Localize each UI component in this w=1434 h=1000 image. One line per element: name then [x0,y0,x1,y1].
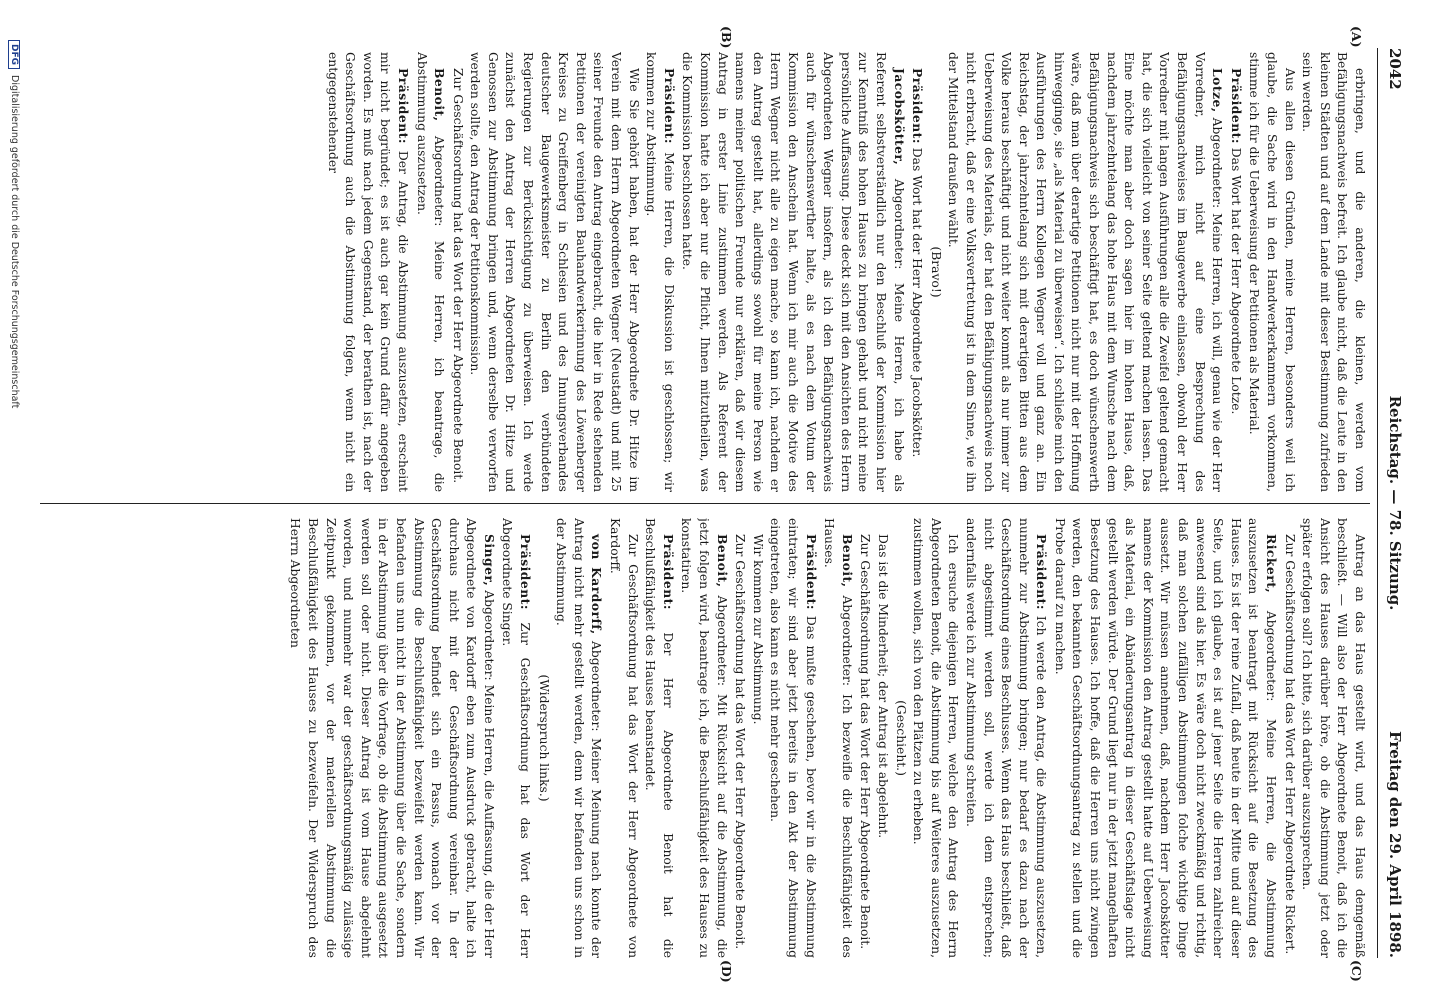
text-paragraph: Zur Geschäftsordnung hat das Wort der Herr Abgeordnete Benoit. [450,68,465,484]
speaker-name: Präsident: [1228,68,1244,144]
speaker-name: Singer, [481,534,497,587]
margin-marker-c: (C) [1349,960,1364,982]
speech-paragraph [677,518,731,958]
stage-direction: (Widerspruch links.) [536,674,551,802]
text-paragraph: Zur Geschäftsordnung hat das Wort der Herr Abgeordnete Rickert. [1282,534,1297,955]
speaker-name: Präsident: [661,68,677,144]
dfg-logo: DFG [8,40,20,69]
speech-paragraph [961,518,1050,958]
column-divider [40,503,1370,504]
speech-text: Abgeordneter: Ich bezweifle die Beschlußfähigkeit des Hauses. [822,518,854,958]
speech-paragraph [1226,52,1245,492]
speech-text: Abgeordneter: Meine Herren, ich will, genau wie der Herr Vorredner, mich nicht auf eine Besprechung des Befähigungsnachweises im Baugewerbe einlassen, obwohl der Herr Vorredner mit langen Ausführungen alle die Zweifel geltend gemacht hat, die sich vielleicht von seiner Seite geltend machen lassen. Das Eine möchte man aber doch sagen hier im hohen Hause, daß, nachdem jahrzehntelang das hohe Haus mit dem Wunsche nach dem Befähigungsnachweis sich beschäftigt hat, es doch wünschenswerth wäre, daß man über derartige Petitionen nicht nur mit der Hoffnung hinwegginge, sie „als Material zu überweisen“. Ich schließe mich den Ausführungen des Herrn Kollegen Wegner voll und ganz an. Ein Reichstag, der jahrzehntelang sich mit derartigen Bitten aus dem Volke heraus beschäftigt und nicht weiter kommt als nur immer zur Ueberweisung des Materials, der hat den Befähigungsnachweis noch nicht erbracht, daß er eine Volksvertretung ist in dem Sinne, wie ihn der Mittelstand draußen wählt. [946,52,1225,492]
margin-marker-b: (B) [719,26,734,49]
speech-text: Ich werde den Antrag, die Abstimmung auszusetzen, nunmehr zur Abstimmung bringen; nur bedarf es dazu nach der Geschäftsordnung eines Beschlusses. Wenn das Haus beschließt, daß nicht abgestimmt werden soll, werde ich dem entsprechen; andernfalls werde ich zur Abstimmung schreiten. [963,518,1049,958]
speech-text: Zur Geschäftsordnung hat das Wort der Herr Abgeordnete Singer. [500,518,533,958]
text-paragraph: Wie Sie gehört haben, hat der Herr Abgeordnete Dr. Hitze im Verein mit dem Herrn Abgeordneten Wegner (Neustadt) und mit 25 seiner Freunde den Antrag eingebracht, die hier in Rede stehenden Petitionen der vereinigten Bauhandwerkerinnung des Löwenberger Kreises zu Greiffenberg in Schlesien und des Innungsverbandes deutscher Baugewerksmeister zu Berlin den verbündeten Regierungen zur Berücksichtigung zu überweisen. Ich werde zunächst den Antrag der Herren Abgeordneten Dr. Hitze und Genossen zur Abstimmung bringen und, wenn derselbe verworfen werden sollte, den Antrag der Petitionskommission. [468,52,641,492]
header-date: Freitag den 29. April 1898. [1386,731,1404,958]
speech-paragraph [286,518,498,958]
speaker-name: Rickert, [1264,534,1280,594]
text-paragraph: Zur Geschäftsordnung hat das Wort der Herr Abgeordnete Benoit. [733,534,748,950]
speech-paragraph [1050,518,1280,958]
speech-paragraph [642,52,678,492]
speech-text: Abgeordneter: Meiner Meinung nach konnte der Antrag nicht mehr gestellt werden, denn wir befanden uns schon in der Abstimmung. [554,518,604,958]
speech-text: Abgeordneter: Meine Herren, die Auffassung, die der Herr Abgeordnete von Kardorff eben zum Ausdruck gebracht, halte ich durchaus nicht mit der Geschäftsordnung vereinbar. In der Geschäftsordnung befindet sich ein Passus, wonach vor der Abstimmung die Beschlußfähigkeit bezweifelt werden kann. Wir befanden uns nun nicht in der Abstimmung über die Sache, sondern in der Abstimmung über die Vorfrage, ob die Abstimmung ausgesetzt werden soll oder nicht. Dieser Antrag ist vom Hause abgelehnt worden, und nunmehr war der geschäftsordnungsmäßig zulässige Zeitpunkt gekommen, vor der materiellen Abstimmung die Beschlußfähigkeit des Hauses zu bezweifeln. Der Widerspruch des Herrn Abgeordneten [288,518,496,958]
speaker-name: Präsident: [395,68,411,144]
speaker-name: Jacobskötter, [891,68,907,166]
header-rule [1377,48,1378,958]
digitization-credit [4,40,20,960]
header-title: Reichstag. — 78. Sitzung. [1386,395,1404,611]
text-paragraph: Antrag an das Haus gestellt wird, und das Haus demgemäß beschließt. — Will also der Herr Abgeordnete Benoit, daß ich die Ansicht des Hauses darüber höre, ob die Abstimmung jetzt oder später erfolgen soll? Ich bitte, sich darüber auszusprechen. [1300,518,1367,958]
speaker-name: Präsident: [1034,534,1050,610]
speech-text: Der Herr Abgeordnete Benoit hat die Beschlußfähigkeit des Hauses beanstandet. [643,518,675,958]
text-paragraph: Wir kommen zur Abstimmung. [750,534,765,725]
speech-paragraph [641,518,677,958]
speech-paragraph [412,52,448,492]
speech-paragraph [323,52,412,492]
speech-text: Das mußte geschehen, bevor wir in die Abstimmung eintraten; wir sind aber jetzt bereits in den Akt der Abstimmung eingetreten, also kann es nicht mehr geschehen. [768,518,818,958]
speech-paragraph [678,52,908,492]
page-number: 2042 [1386,48,1404,90]
speaker-name: Präsident: [518,534,534,610]
speech-text: Abgeordneter: Meine Herren, ich habe als Referent selbstverständlich nur den Beschluß der Kommission hier zur Kenntniß des hohen Hauses zu bringen gehabt und nicht meine persönliche Auffassung. Diese deckt sich mit den Ansichten des Herrn Abgeordneten Wegner insofern, als ich den Befähigungsnachweis auch für wünschenswerther halte, als es nach dem Votum der Kommission den Anschein hat. Wenn ich mir auch die Motive des Herrn Wegner nicht alle zu eigen mache, so kann ich, nachdem er den Antrag gestellt hat, allerdings sowohl für meine Person wie namens meiner politischen Freunde nur erklären, daß wir diesem Antrag in erster Linie zustimmen werden. Als Referent der Kommission hatte ich aber nur die Pflicht, Ihnen mitzutheilen, was die Kommission beschlossen hatte. [680,52,906,492]
speaker-name: Präsident: [660,534,676,610]
speech-text: Meine Herren, die Diskussion ist geschlossen; wir kommen zur Abstimmung. [644,52,676,492]
text-paragraph: Aus allen diesen Gründen, meine Herren, besonders weil ich glaube, die Sache wird in den Handwerkerkammern vorkommen, stimme ich für die Ueberweisung der Petitionen als Material. [1247,52,1297,492]
text-paragraph: Zur Geschäftsordnung hat das Wort der Herr Abgeordnete von Kardorff. [608,518,640,958]
stage-direction: (Bravo!) [928,246,943,298]
speech-paragraph [820,518,856,958]
speech-text: Das Wort hat der Herr Abgeordnete Jacobskötter. [910,143,925,458]
speech-paragraph [766,518,820,958]
margin-marker-d: (D) [719,960,734,983]
speaker-name: Benoit, [714,534,730,588]
speaker-name: Präsident: [803,534,819,610]
speech-text: Abgeordneter: Mit Rücksicht auf die Abstimmung, die jetzt folgen wird, beantrage ich, die Beschlußfähigkeit des Hauses zu konstatiren. [679,518,729,958]
credit-text: Digitalisierung gefördert durch die Deutsche Forschungsgemeinschaft [9,75,20,409]
speech-paragraph [908,52,927,492]
speech-text: Abgeordneter: Meine Herren, die Abstimmung auszusetzen ist beantragt mit Rücksicht auf die Besetzung des Hauses. Es ist der reine Zufall, daß heute in der Mitte und auf dieser Seite, und ich glaube, es ist auf jener Seite die Herren zahlreicher anwesend sind als hier. Es wäre doch nicht zweckmäßig und richtig, daß man solchen zufälligen Abstimmungen folche wichtige Dinge aussetzt. Wir müssen annehmen, daß, nachdem Herr Jacobskötter namens der Kommission den Antrag gestellt hatte auf Ueberweisung als Material, ein Abänderungsantrag in dieser Geschäftslage nicht gestellt werden würde. Der Grund liegt nur in der jetzt mangelhaften Besetzung des Hauses. Ich hoffe, daß die Herren uns nicht zwingen werden, den bekannten Geschäftsordnungsantrag zu stellen und die Probe darauf zu machen. [1052,518,1279,958]
speaker-name: von Kardorff, [589,534,605,635]
speech-paragraph [498,518,534,958]
text-paragraph: Das ist die Minderheit; der Antrag ist abgelehnt. [875,534,890,839]
speech-text: Das Wort hat der Herr Abgeordnete Lotze. [1228,143,1243,415]
text-paragraph: Ich ersuche diejenigen Herren, welche den Antrag des Herrn Abgeordneten Benoit, die Abstimmung bis auf Weiteres auszusetzen, zustimmen wollen, sich von den Plätzen zu erheben. [911,518,961,958]
text-paragraph: Zur Geschäftsordnung hat das Wort der Herr Abgeordnete Benoit. [858,534,873,950]
speaker-name: Benoit, [432,68,448,122]
speaker-name: Präsident: [910,68,926,144]
left-column [48,52,1368,492]
speech-paragraph [552,518,606,958]
speech-paragraph [944,52,1227,492]
right-column [48,518,1368,958]
speech-text: Abgeordneter: Meine Herren, ich beantrage, die Abstimmung auszusetzen. [414,52,447,492]
speech-text: Der Antrag, die Abstimmung auszusetzen, erscheint mir nicht begründet; es ist auch gar kein Grund dafür angegeben worden. Es muß nach jedem Gegenstand, der berathen ist, nach der Geschäftsordnung auch die Abstimmung folgen, wenn nicht ein entgegenstehender [325,52,410,492]
page-header [1382,48,1404,958]
speaker-name: Lotze, [1210,68,1226,113]
stage-direction: (Geschieht.) [893,700,908,776]
text-paragraph: erbringen, und die anderen, die kleinen, werden vom Befähigungsnachweis befreit. Ich glaube nicht, daß die Leute in den kleinen Städten und auf dem Lande mit dieser Bestimmung zufrieden sein werden. [1300,52,1367,492]
speaker-name: Benoit, [839,534,855,588]
margin-marker-a: (A) [1349,26,1364,48]
